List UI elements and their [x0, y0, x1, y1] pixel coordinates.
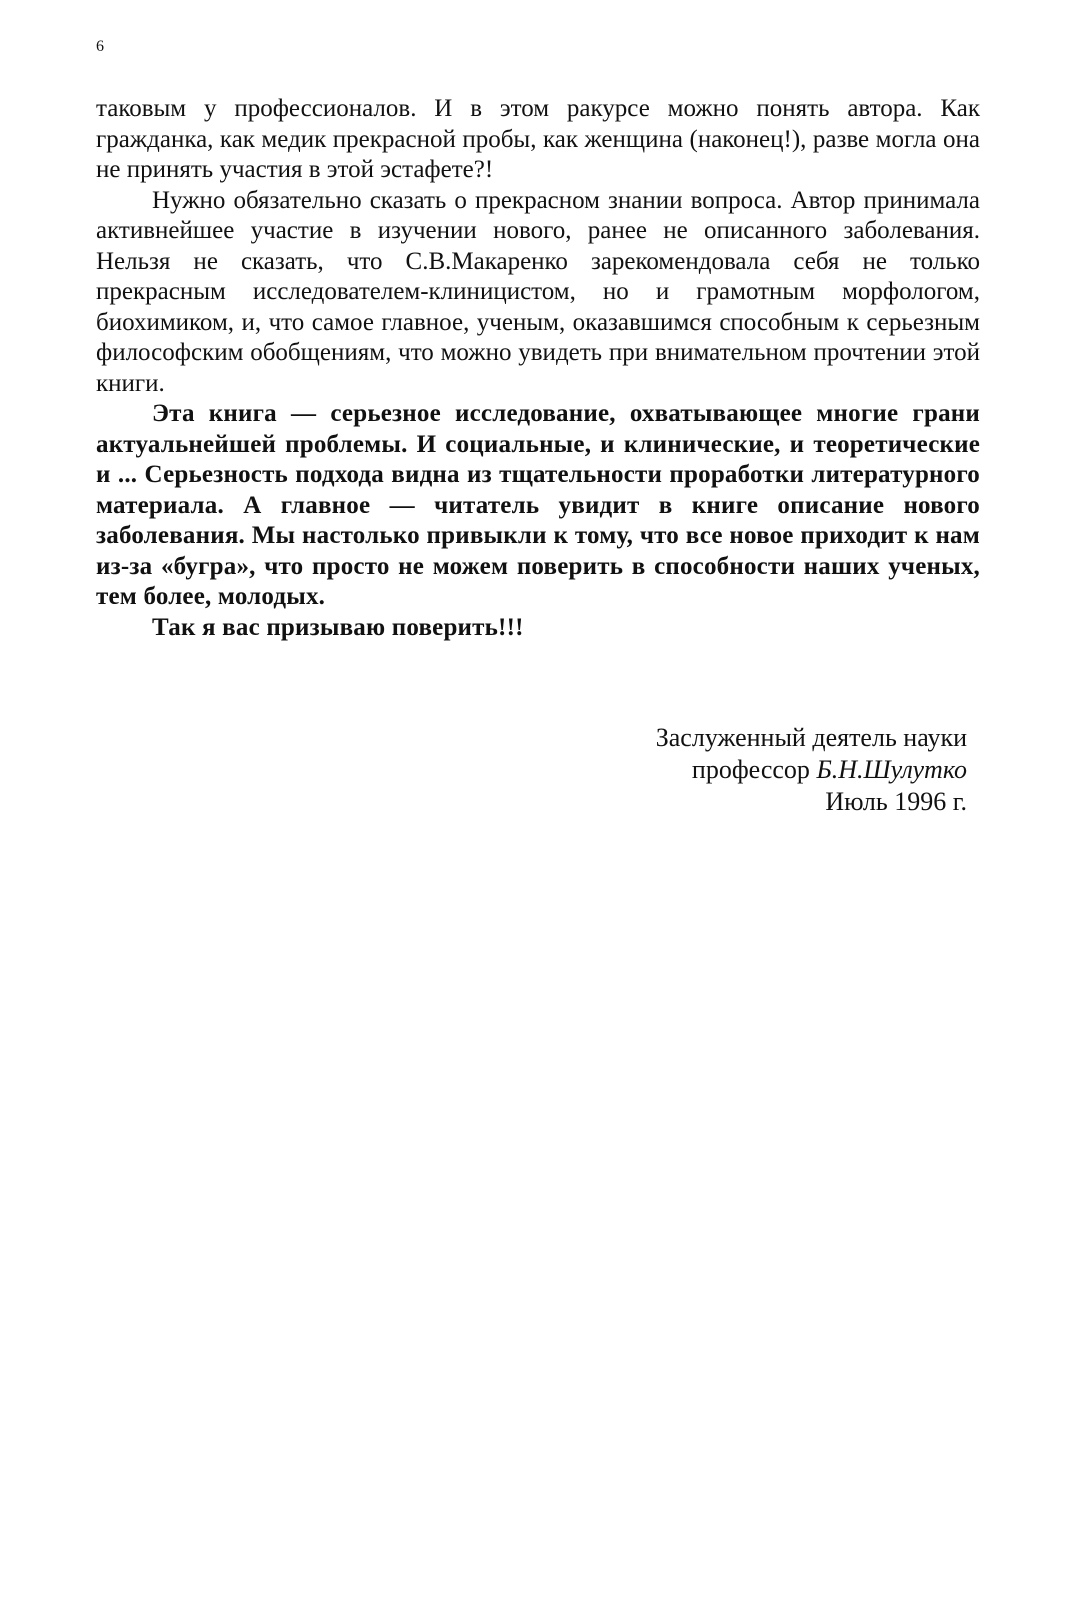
paragraph-continuation: таковым у профессионалов. И в этом ракурсе можно понять автора. Как гражданка, как медик прекрасной пробы, как женщина (наконец!), разве могла она не принять участия в этой эстафете?! [96, 95, 980, 183]
signature-date: Июль 1996 г. [825, 787, 967, 816]
signature-name: Б.Н.Шулутко [816, 755, 967, 784]
paragraph-book-summary: Эта книга — серьезное исследование, охватывающее многие грани актуальнейшей проблемы. И социальные, и клинические, и теоретические и ... Серьезность подхода видна из тщательности проработки литературного материала. А главное — читатель увидит в книге описание нового заболевания. Мы настолько привыкли к тому, что все новое приходит к нам из-за «бугра», что просто не можем поверить в способности наших ученых, тем более, молодых. [96, 400, 980, 610]
body-text [96, 94, 980, 643]
signature-block [656, 722, 967, 818]
signature-title: Заслуженный деятель науки [655, 723, 967, 752]
paragraph-closing-appeal: Так я вас призываю поверить!!! [152, 613, 524, 641]
page-number: 6 [96, 38, 105, 55]
signature-role: профессор [691, 755, 810, 784]
paragraph-author-knowledge: Нужно обязательно сказать о прекрасном знании вопроса. Автор принимала активнейшее участие в изучении нового, ранее не описанного заболевания. Нельзя не сказать, что С.В.Макаренко зарекомендовала себя не только прекрасным исследователем-клиницистом, но и грамотным морфологом, биохимиком, и, что самое главное, ученым, оказавшимся способным к серьезным философским обобщениям, что можно увидеть при внимательном прочтении этой книги. [96, 186, 980, 397]
signature-role-line [656, 754, 967, 786]
